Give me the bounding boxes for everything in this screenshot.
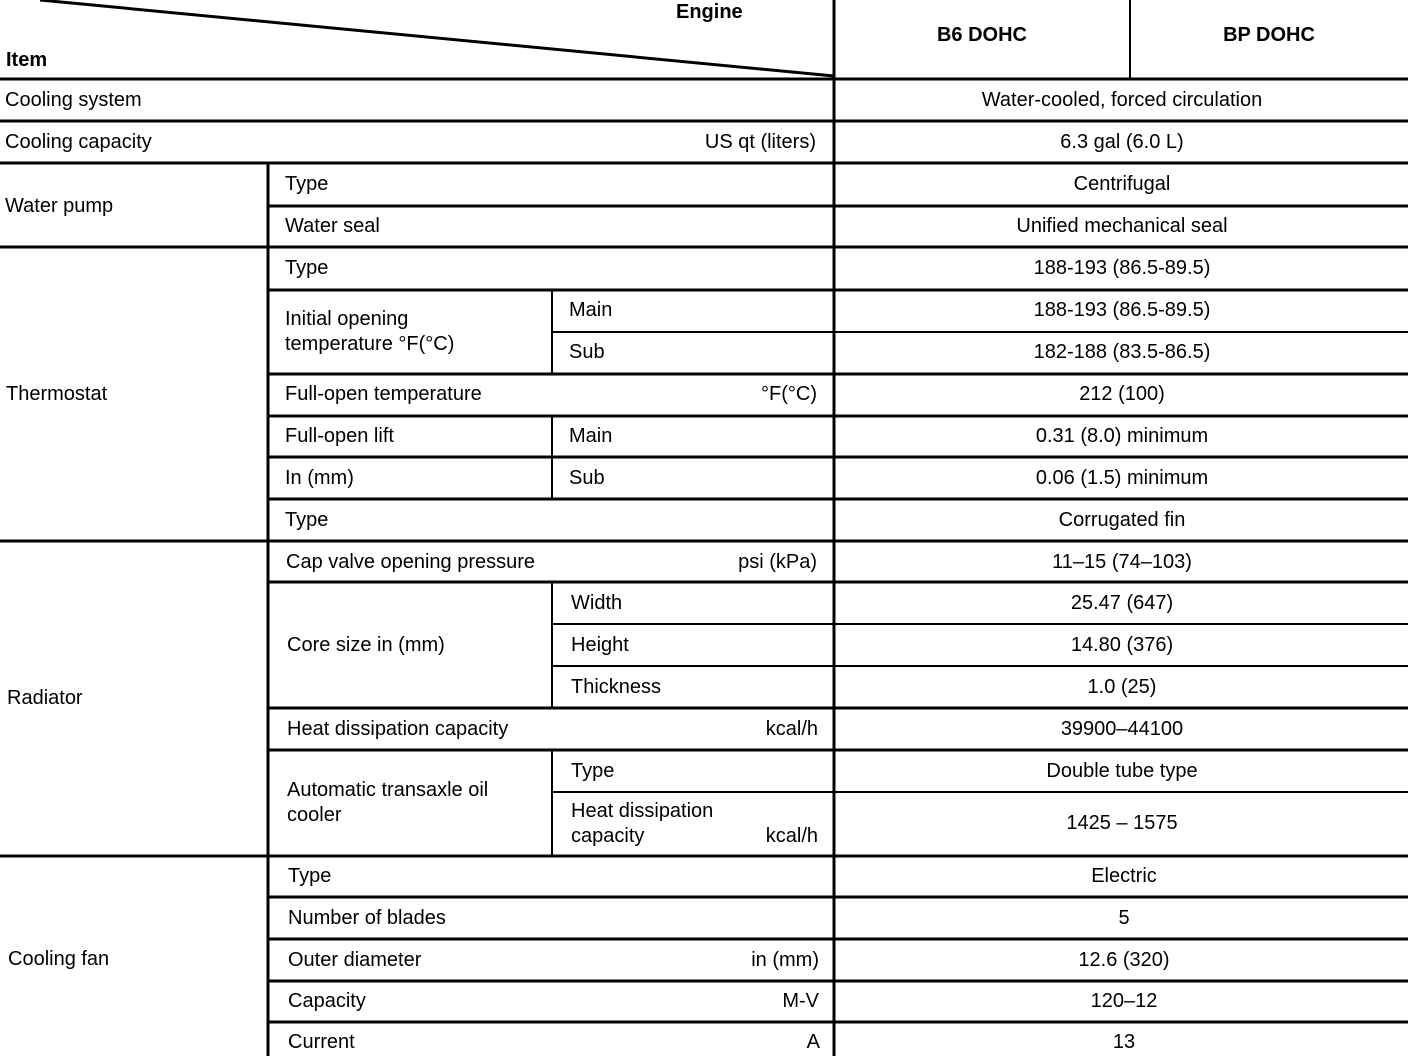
atx-heat-label-line2: capacity [571, 825, 645, 847]
fan-capacity-value: 120–12 [1090, 990, 1158, 1012]
fan-type-label: Type [288, 865, 332, 887]
initial-main-value: 188-193 (86.5-89.5) [1033, 299, 1211, 321]
core-size-label: Core size in (mm) [287, 634, 445, 656]
radiator-label: Radiator [7, 687, 83, 709]
thermostat-type-value: 188-193 (86.5-89.5) [1033, 257, 1211, 279]
atx-heat-value: 1425 – 1575 [1066, 812, 1178, 834]
cap-valve-unit: psi (kPa) [738, 551, 817, 573]
fan-current-label: Current [288, 1031, 355, 1053]
initial-sub-value: 182-188 (83.5-86.5) [1033, 341, 1211, 363]
initial-main-label: Main [569, 299, 613, 321]
fan-capacity-label: Capacity [288, 990, 366, 1012]
water-pump-type-value: Centrifugal [1073, 173, 1171, 195]
cooling-system-label: Cooling system [5, 89, 142, 111]
radiator-type-label: Type [285, 509, 329, 531]
core-thickness-value: 1.0 (25) [1087, 676, 1157, 698]
radiator-type-value: Corrugated fin [1058, 509, 1186, 531]
fan-diameter-unit: in (mm) [751, 949, 819, 971]
core-width-value: 25.47 (647) [1070, 592, 1174, 614]
cooling-system-value: Water-cooled, forced circulation [981, 89, 1263, 111]
heat-dissipation-value: 39900–44100 [1060, 718, 1184, 740]
full-open-temp-value: 212 (100) [1079, 383, 1165, 405]
atx-type-value: Double tube type [1046, 760, 1198, 782]
fan-current-unit: A [806, 1031, 820, 1053]
core-height-value: 14.80 (376) [1070, 634, 1174, 656]
core-height-label: Height [571, 634, 629, 656]
full-open-lift-main-value: 0.31 (8.0) minimum [1035, 425, 1209, 447]
initial-opening-label-line2: temperature °F(°C) [285, 333, 455, 355]
full-open-lift-label: Full-open lift [285, 425, 394, 447]
fan-diameter-label: Outer diameter [288, 949, 422, 971]
item-header: Item [6, 49, 48, 71]
fan-type-value: Electric [1091, 865, 1157, 887]
cooling-capacity-label: Cooling capacity [5, 131, 152, 153]
fan-capacity-unit: M-V [782, 990, 819, 1012]
full-open-lift-main-label: Main [569, 425, 613, 447]
water-pump-type-label: Type [285, 173, 329, 195]
cooling-fan-label: Cooling fan [8, 948, 110, 970]
water-seal-label: Water seal [285, 215, 380, 237]
core-thickness-label: Thickness [571, 676, 662, 698]
full-open-lift-sub-label: Sub [569, 467, 605, 489]
atx-heat-unit: kcal/h [765, 825, 818, 847]
fan-blades-label: Number of blades [288, 907, 446, 929]
full-open-lift-sub-value: 0.06 (1.5) minimum [1035, 467, 1209, 489]
cap-valve-value: 11–15 (74–103) [1052, 551, 1192, 573]
fan-current-value: 13 [1112, 1031, 1136, 1053]
atx-heat-label-line1: Heat dissipation [571, 800, 714, 822]
cap-valve-label: Cap valve opening pressure [286, 551, 536, 573]
fan-blades-value: 5 [1118, 907, 1130, 929]
initial-sub-label: Sub [569, 341, 605, 363]
full-open-temp-label: Full-open temperature [285, 383, 482, 405]
atx-type-label: Type [571, 760, 615, 782]
engine-header: Engine [676, 1, 743, 23]
column-header-b6: B6 DOHC [936, 24, 1027, 46]
atx-oil-cooler-label-line1: Automatic transaxle oil [287, 779, 489, 801]
cooling-capacity-value: 6.3 gal (6.0 L) [1060, 131, 1184, 153]
core-width-label: Width [571, 592, 623, 614]
water-seal-value: Unified mechanical seal [1016, 215, 1228, 237]
initial-opening-label-line1: Initial opening [285, 308, 409, 330]
thermostat-label: Thermostat [6, 383, 108, 405]
thermostat-type-label: Type [285, 257, 329, 279]
fan-diameter-value: 12.6 (320) [1078, 949, 1170, 971]
full-open-temp-unit: °F(°C) [761, 383, 817, 405]
full-open-lift-unit-label: In (mm) [285, 467, 354, 489]
atx-oil-cooler-label-line2: cooler [287, 804, 342, 826]
heat-dissipation-unit: kcal/h [765, 718, 818, 740]
column-header-bp: BP DOHC [1223, 24, 1315, 46]
heat-dissipation-label: Heat dissipation capacity [287, 718, 509, 740]
water-pump-label: Water pump [5, 195, 114, 217]
cooling-capacity-unit: US qt (liters) [704, 131, 816, 153]
